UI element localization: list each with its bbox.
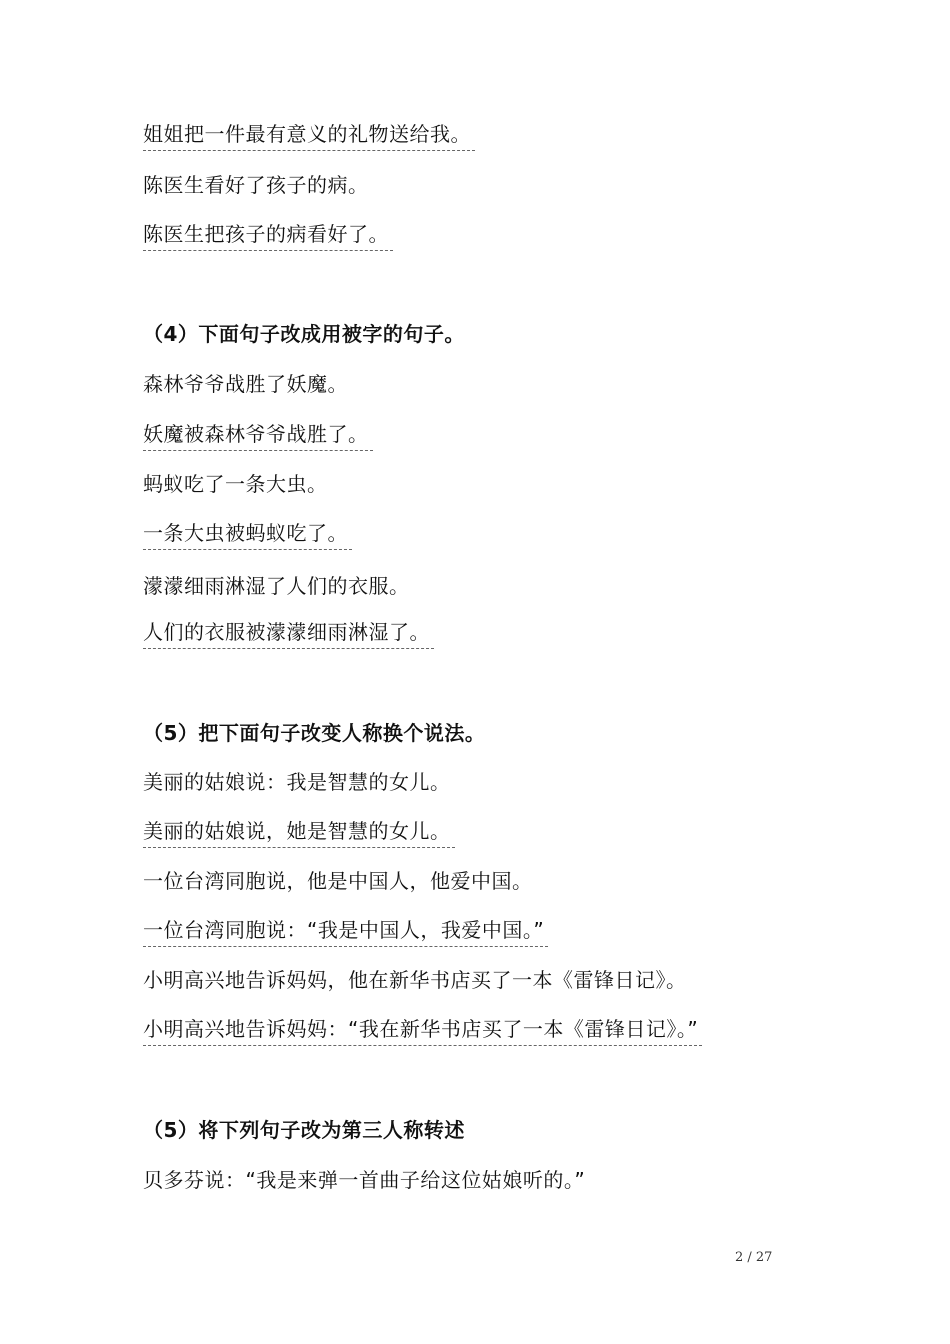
answer-sentence: 陈医生把孩子的病看好了。 bbox=[143, 220, 393, 251]
answer-sentence: 一位台湾同胞说：“我是中国人，我爱中国。” bbox=[143, 916, 548, 947]
prompt-sentence: 蚂蚁吃了一条大虫。 bbox=[143, 472, 328, 496]
section-heading: （5）将下列句子改为第三人称转述 bbox=[143, 1118, 465, 1142]
answer-sentence: 美丽的姑娘说，她是智慧的女儿。 bbox=[143, 817, 455, 848]
prompt-sentence: 贝多芬说：“我是来弹一首曲子给这位姑娘听的。” bbox=[143, 1168, 586, 1192]
section-heading: （5）把下面句子改变人称换个说法。 bbox=[143, 721, 486, 745]
answer-sentence: 姐姐把一件最有意义的礼物送给我。 bbox=[143, 120, 475, 151]
section-heading: （4）下面句子改成用被字的句子。 bbox=[143, 322, 465, 346]
prompt-sentence: 小明高兴地告诉妈妈，他在新华书店买了一本《雷锋日记》。 bbox=[143, 968, 687, 992]
answer-sentence: 一条大虫被蚂蚁吃了。 bbox=[143, 519, 352, 550]
answer-sentence: 小明高兴地告诉妈妈：“我在新华书店买了一本《雷锋日记》。” bbox=[143, 1015, 702, 1046]
prompt-sentence: 一位台湾同胞说，他是中国人，他爱中国。 bbox=[143, 869, 533, 893]
prompt-sentence: 陈医生看好了孩子的病。 bbox=[143, 173, 369, 197]
prompt-sentence: 森林爷爷战胜了妖魔。 bbox=[143, 372, 348, 396]
prompt-sentence: 濛濛细雨淋湿了人们的衣服。 bbox=[143, 574, 410, 598]
answer-sentence: 人们的衣服被濛濛细雨淋湿了。 bbox=[143, 618, 434, 649]
answer-sentence: 妖魔被森林爷爷战胜了。 bbox=[143, 420, 373, 451]
page-number: 2 / 27 bbox=[735, 1250, 773, 1265]
prompt-sentence: 美丽的姑娘说：我是智慧的女儿。 bbox=[143, 770, 451, 794]
